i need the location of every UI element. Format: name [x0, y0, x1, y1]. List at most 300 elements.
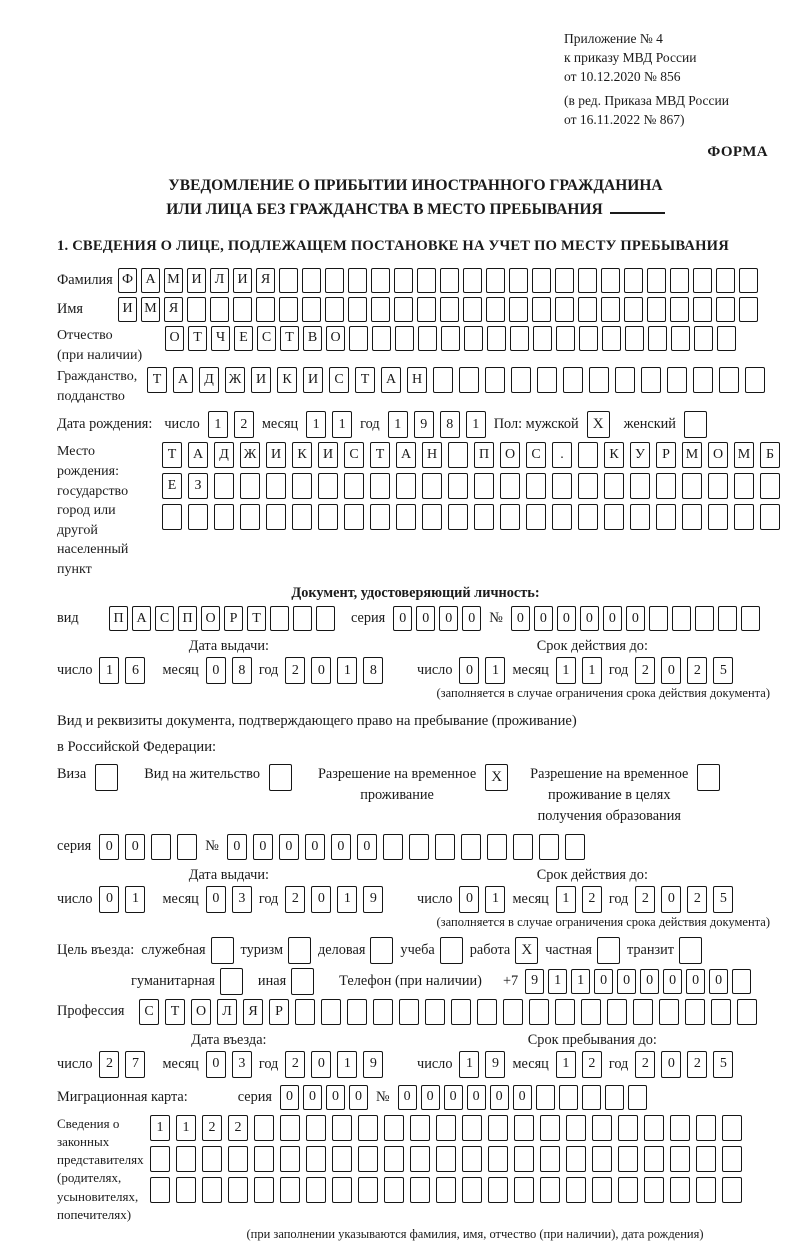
legal-reps-row1-cell[interactable]: 2 — [228, 1115, 248, 1141]
legal-reps-row2-cell[interactable] — [670, 1146, 690, 1172]
legal-reps-row3-cell[interactable] — [228, 1177, 248, 1203]
birth-place-row1-cell[interactable] — [448, 442, 468, 468]
residence-number-cell[interactable]: 0 — [227, 834, 247, 860]
migration-number-cell[interactable]: 0 — [513, 1085, 532, 1110]
phone-cell[interactable]: 0 — [709, 969, 728, 994]
migration-number-cell[interactable]: 0 — [444, 1085, 463, 1110]
visa-checkbox[interactable] — [95, 764, 118, 791]
legal-reps-row1-cell[interactable] — [566, 1115, 586, 1141]
legal-reps-row2-cell[interactable] — [514, 1146, 534, 1172]
stay-year-cell[interactable]: 0 — [661, 1051, 681, 1078]
citizenship-cell[interactable] — [433, 367, 453, 393]
profession-cell[interactable] — [529, 999, 549, 1025]
legal-reps-row3-cell[interactable] — [150, 1177, 170, 1203]
identity-expiry-year-cell[interactable]: 0 — [661, 657, 681, 684]
identity-doc-type-cell[interactable]: Р — [224, 606, 243, 631]
purpose-tourism-checkbox[interactable] — [288, 937, 311, 964]
profession-cell[interactable] — [425, 999, 445, 1025]
legal-reps-row3-cell[interactable] — [514, 1177, 534, 1203]
stay-month-cell[interactable]: 2 — [582, 1051, 602, 1078]
identity-issue-year-cell[interactable]: 0 — [311, 657, 331, 684]
given-name-cell[interactable] — [233, 297, 252, 322]
legal-reps-row3-cell[interactable] — [462, 1177, 482, 1203]
legal-reps-row1-cell[interactable] — [384, 1115, 404, 1141]
residence-number-cell[interactable] — [383, 834, 403, 860]
profession-cell[interactable] — [555, 999, 575, 1025]
surname-cell[interactable] — [302, 268, 321, 293]
given-name-cell[interactable]: М — [141, 297, 160, 322]
residence-issue-year-cell[interactable]: 0 — [311, 886, 331, 913]
profession-cell[interactable] — [477, 999, 497, 1025]
legal-reps-row3-cells[interactable] — [150, 1177, 742, 1203]
patronymic-cell[interactable] — [510, 326, 529, 351]
citizenship-cell[interactable] — [693, 367, 713, 393]
surname-cell[interactable] — [555, 268, 574, 293]
birth-place-row2-cell[interactable] — [526, 473, 546, 499]
birth-place-row2-cell[interactable]: Е — [162, 473, 182, 499]
birth-place-row1-cell[interactable]: И — [266, 442, 286, 468]
given-name-cell[interactable] — [394, 297, 413, 322]
birth-place-row1-cell[interactable]: И — [318, 442, 338, 468]
identity-doc-series-cell[interactable]: 0 — [462, 606, 481, 631]
citizenship-cell[interactable]: А — [381, 367, 401, 393]
stay-day-cell[interactable]: 9 — [485, 1051, 505, 1078]
given-name-cell[interactable] — [279, 297, 298, 322]
surname-cell[interactable]: И — [187, 268, 206, 293]
given-name-cell[interactable] — [578, 297, 597, 322]
surname-cell[interactable] — [532, 268, 551, 293]
birth-place-row3-cell[interactable] — [448, 504, 468, 530]
legal-reps-row2-cell[interactable] — [540, 1146, 560, 1172]
birth-place-row3-cell[interactable] — [422, 504, 442, 530]
citizenship-cell[interactable]: Д — [199, 367, 219, 393]
identity-doc-type-cell[interactable]: П — [109, 606, 128, 631]
legal-reps-row1-cell[interactable] — [670, 1115, 690, 1141]
patronymic-cell[interactable] — [648, 326, 667, 351]
purpose-transit-checkbox-cell[interactable] — [679, 937, 702, 964]
residence-expiry-year-cell[interactable]: 0 — [661, 886, 681, 913]
birth-place-row2-cell[interactable] — [474, 473, 494, 499]
given-name-cell[interactable] — [371, 297, 390, 322]
birth-place-row1-cell[interactable] — [578, 442, 598, 468]
female-checkbox[interactable] — [684, 411, 707, 438]
identity-expiry-year-cell[interactable]: 5 — [713, 657, 733, 684]
birth-place-row1-cell[interactable]: Н — [422, 442, 442, 468]
legal-reps-row3-cell[interactable] — [410, 1177, 430, 1203]
identity-doc-series-cell[interactable]: 0 — [416, 606, 435, 631]
birth-place-row3-cell[interactable] — [578, 504, 598, 530]
surname-cell[interactable]: Л — [210, 268, 229, 293]
surname-cell[interactable] — [578, 268, 597, 293]
patronymic-cell[interactable] — [625, 326, 644, 351]
residence-number-cells[interactable] — [227, 834, 585, 860]
patronymic-cell[interactable] — [556, 326, 575, 351]
surname-cell[interactable] — [371, 268, 390, 293]
given-name-cell[interactable] — [463, 297, 482, 322]
patronymic-cell[interactable] — [717, 326, 736, 351]
surname-cell[interactable]: М — [164, 268, 183, 293]
legal-reps-row1-cell[interactable] — [332, 1115, 352, 1141]
patronymic-cell[interactable] — [579, 326, 598, 351]
birth-place-row3-cell[interactable] — [344, 504, 364, 530]
citizenship-cell[interactable]: Н — [407, 367, 427, 393]
phone-cell[interactable]: 9 — [525, 969, 544, 994]
birth-place-row1-cell[interactable]: А — [396, 442, 416, 468]
identity-issue-month-cell[interactable]: 8 — [232, 657, 252, 684]
residence-number-cell[interactable] — [565, 834, 585, 860]
identity-issue-year-cell[interactable]: 8 — [363, 657, 383, 684]
legal-reps-row2-cell[interactable] — [462, 1146, 482, 1172]
identity-doc-series-cells[interactable] — [393, 606, 481, 631]
birth-place-row1-cell[interactable]: Т — [162, 442, 182, 468]
patronymic-cell[interactable]: С — [257, 326, 276, 351]
phone-cell[interactable]: 1 — [571, 969, 590, 994]
legal-reps-row2-cell[interactable] — [384, 1146, 404, 1172]
legal-reps-row3-cell[interactable] — [618, 1177, 638, 1203]
stay-month-cell[interactable]: 1 — [556, 1051, 576, 1078]
birth-place-row3-cell[interactable] — [734, 504, 754, 530]
migration-series-cell[interactable]: 0 — [280, 1085, 299, 1110]
migration-number-cell[interactable] — [536, 1085, 555, 1110]
identity-issue-month-cells[interactable] — [206, 657, 252, 684]
profession-cell[interactable] — [607, 999, 627, 1025]
migration-number-cell[interactable] — [582, 1085, 601, 1110]
residence-issue-month-cells[interactable] — [206, 886, 252, 913]
birth-place-row3-cell[interactable] — [396, 504, 416, 530]
citizenship-cell[interactable]: С — [329, 367, 349, 393]
birth-day-cell[interactable]: 2 — [234, 411, 254, 438]
birth-place-row2-cell[interactable] — [656, 473, 676, 499]
birth-place-row1-cell[interactable]: Т — [370, 442, 390, 468]
surname-cell[interactable] — [647, 268, 666, 293]
entry-year-cell[interactable]: 0 — [311, 1051, 331, 1078]
surname-cell[interactable] — [463, 268, 482, 293]
citizenship-cell[interactable] — [459, 367, 479, 393]
legal-reps-row1-cell[interactable]: 1 — [176, 1115, 196, 1141]
legal-reps-row3-cell[interactable] — [696, 1177, 716, 1203]
surname-cell[interactable] — [624, 268, 643, 293]
given-name-cells[interactable] — [118, 297, 758, 322]
citizenship-cell[interactable] — [537, 367, 557, 393]
patronymic-cell[interactable]: В — [303, 326, 322, 351]
identity-expiry-month-cell[interactable]: 1 — [582, 657, 602, 684]
stay-year-cell[interactable]: 5 — [713, 1051, 733, 1078]
citizenship-cell[interactable] — [745, 367, 765, 393]
legal-reps-row3-cell[interactable] — [488, 1177, 508, 1203]
legal-reps-row1-cell[interactable] — [306, 1115, 326, 1141]
legal-reps-row1-cell[interactable] — [488, 1115, 508, 1141]
female-checkbox-cell[interactable] — [684, 411, 707, 438]
temp-residence-edu-checkbox[interactable] — [697, 764, 720, 791]
birth-day-cells[interactable] — [208, 411, 254, 438]
birth-place-row1-cell[interactable]: М — [682, 442, 702, 468]
purpose-tourism-checkbox-cell[interactable] — [288, 937, 311, 964]
identity-doc-type-cell[interactable] — [316, 606, 335, 631]
purpose-other-checkbox-cell[interactable] — [291, 968, 314, 995]
legal-reps-row3-cell[interactable] — [644, 1177, 664, 1203]
profession-cells[interactable] — [139, 999, 757, 1025]
identity-doc-type-cell[interactable]: А — [132, 606, 151, 631]
identity-doc-number-cell[interactable]: 0 — [603, 606, 622, 631]
residence-expiry-year-cell[interactable]: 5 — [713, 886, 733, 913]
residence-expiry-year-cell[interactable]: 2 — [687, 886, 707, 913]
surname-cell[interactable]: А — [141, 268, 160, 293]
identity-doc-number-cells[interactable] — [511, 606, 760, 631]
migration-series-cell[interactable]: 0 — [303, 1085, 322, 1110]
purpose-work-checkbox[interactable] — [515, 937, 538, 964]
citizenship-cell[interactable]: К — [277, 367, 297, 393]
residence-issue-year-cell[interactable]: 1 — [337, 886, 357, 913]
patronymic-cell[interactable] — [395, 326, 414, 351]
birth-month-cell[interactable]: 1 — [332, 411, 352, 438]
residence-issue-year-cells[interactable] — [285, 886, 383, 913]
birth-place-row3-cell[interactable] — [214, 504, 234, 530]
migration-number-cell[interactable] — [628, 1085, 647, 1110]
residence-expiry-day-cell[interactable]: 1 — [485, 886, 505, 913]
legal-reps-row1-cell[interactable] — [410, 1115, 430, 1141]
given-name-cell[interactable]: Я — [164, 297, 183, 322]
profession-cell[interactable] — [373, 999, 393, 1025]
given-name-cell[interactable] — [325, 297, 344, 322]
birth-place-row2-cell[interactable] — [240, 473, 260, 499]
legal-reps-row1-cell[interactable]: 2 — [202, 1115, 222, 1141]
patronymic-cell[interactable] — [418, 326, 437, 351]
stay-month-cells[interactable] — [556, 1051, 602, 1078]
given-name-cell[interactable] — [187, 297, 206, 322]
entry-year-cell[interactable]: 1 — [337, 1051, 357, 1078]
given-name-cell[interactable] — [486, 297, 505, 322]
citizenship-cell[interactable]: А — [173, 367, 193, 393]
identity-expiry-year-cells[interactable] — [635, 657, 733, 684]
residence-number-cell[interactable]: 0 — [331, 834, 351, 860]
birth-place-row3-cell[interactable] — [552, 504, 572, 530]
birth-year-cell[interactable]: 1 — [466, 411, 486, 438]
citizenship-cell[interactable]: Т — [147, 367, 167, 393]
purpose-humanitarian-checkbox[interactable] — [220, 968, 243, 995]
identity-doc-number-cell[interactable]: 0 — [511, 606, 530, 631]
entry-month-cells[interactable] — [206, 1051, 252, 1078]
given-name-cell[interactable] — [624, 297, 643, 322]
birth-place-row3-cell[interactable] — [682, 504, 702, 530]
given-name-cell[interactable] — [601, 297, 620, 322]
patronymic-cell[interactable] — [533, 326, 552, 351]
legal-reps-row1-cell[interactable] — [254, 1115, 274, 1141]
profession-cell[interactable] — [633, 999, 653, 1025]
birth-place-row2-cell[interactable]: З — [188, 473, 208, 499]
birth-place-row1-cell[interactable]: О — [500, 442, 520, 468]
residence-number-cell[interactable] — [409, 834, 429, 860]
purpose-official-checkbox-cell[interactable] — [211, 937, 234, 964]
profession-cell[interactable] — [451, 999, 471, 1025]
citizenship-cell[interactable] — [719, 367, 739, 393]
purpose-business-checkbox[interactable] — [370, 937, 393, 964]
legal-reps-row3-cell[interactable] — [254, 1177, 274, 1203]
identity-issue-year-cells[interactable] — [285, 657, 383, 684]
migration-number-cell[interactable] — [605, 1085, 624, 1110]
identity-doc-type-cell[interactable]: С — [155, 606, 174, 631]
patronymic-cell[interactable] — [372, 326, 391, 351]
residence-issue-month-cell[interactable]: 0 — [206, 886, 226, 913]
legal-reps-row3-cell[interactable] — [332, 1177, 352, 1203]
birth-place-row1-cell[interactable]: . — [552, 442, 572, 468]
identity-issue-day-cell[interactable]: 1 — [99, 657, 119, 684]
profession-cell[interactable]: Т — [165, 999, 185, 1025]
legal-reps-row1-cell[interactable] — [722, 1115, 742, 1141]
birth-place-row3-cell[interactable] — [474, 504, 494, 530]
identity-doc-number-cell[interactable] — [695, 606, 714, 631]
birth-place-row2-cell[interactable] — [344, 473, 364, 499]
identity-doc-number-cell[interactable]: 0 — [534, 606, 553, 631]
residence-expiry-year-cell[interactable]: 2 — [635, 886, 655, 913]
patronymic-cell[interactable] — [464, 326, 483, 351]
identity-doc-series-cell[interactable]: 0 — [393, 606, 412, 631]
entry-day-cells[interactable] — [99, 1051, 145, 1078]
entry-month-cell[interactable]: 3 — [232, 1051, 252, 1078]
surname-cell[interactable] — [486, 268, 505, 293]
profession-cell[interactable]: Р — [269, 999, 289, 1025]
residence-issue-day-cell[interactable]: 1 — [125, 886, 145, 913]
given-name-cell[interactable] — [256, 297, 275, 322]
identity-doc-number-cell[interactable]: 0 — [580, 606, 599, 631]
surname-cell[interactable]: Я — [256, 268, 275, 293]
purpose-study-checkbox[interactable] — [440, 937, 463, 964]
legal-reps-row3-cell[interactable] — [670, 1177, 690, 1203]
identity-expiry-day-cell[interactable]: 1 — [485, 657, 505, 684]
birth-place-row3-cell[interactable] — [526, 504, 546, 530]
birth-place-row2-cell[interactable] — [370, 473, 390, 499]
residence-expiry-day-cell[interactable]: 0 — [459, 886, 479, 913]
phone-cell[interactable]: 0 — [640, 969, 659, 994]
residence-permit-checkbox-cell[interactable] — [269, 764, 292, 791]
birth-year-cell[interactable]: 8 — [440, 411, 460, 438]
purpose-official-checkbox[interactable] — [211, 937, 234, 964]
purpose-other-checkbox[interactable] — [291, 968, 314, 995]
migration-number-cells[interactable] — [398, 1085, 647, 1110]
residence-expiry-day-cells[interactable] — [459, 886, 505, 913]
birth-place-row2-cell[interactable] — [630, 473, 650, 499]
patronymic-cell[interactable] — [602, 326, 621, 351]
identity-expiry-day-cell[interactable]: 0 — [459, 657, 479, 684]
birth-place-row1-cell[interactable]: С — [526, 442, 546, 468]
identity-expiry-year-cell[interactable]: 2 — [635, 657, 655, 684]
migration-number-cell[interactable]: 0 — [490, 1085, 509, 1110]
identity-issue-month-cell[interactable]: 0 — [206, 657, 226, 684]
patronymic-cell[interactable] — [441, 326, 460, 351]
given-name-cell[interactable] — [302, 297, 321, 322]
surname-cells[interactable] — [118, 268, 758, 293]
citizenship-cell[interactable]: Ж — [225, 367, 245, 393]
entry-year-cells[interactable] — [285, 1051, 383, 1078]
birth-place-row2-cell[interactable] — [578, 473, 598, 499]
given-name-cell[interactable] — [555, 297, 574, 322]
identity-doc-number-cell[interactable] — [718, 606, 737, 631]
residence-series-cell[interactable] — [177, 834, 197, 860]
residence-number-cell[interactable] — [513, 834, 533, 860]
stay-year-cells[interactable] — [635, 1051, 733, 1078]
identity-expiry-month-cells[interactable] — [556, 657, 602, 684]
identity-doc-number-cell[interactable] — [672, 606, 691, 631]
residence-expiry-year-cells[interactable] — [635, 886, 733, 913]
visa-checkbox-cell[interactable] — [95, 764, 118, 791]
surname-cell[interactable] — [394, 268, 413, 293]
legal-reps-row3-cell[interactable] — [436, 1177, 456, 1203]
purpose-private-checkbox-cell[interactable] — [597, 937, 620, 964]
stay-year-cell[interactable]: 2 — [635, 1051, 655, 1078]
legal-reps-row2-cell[interactable] — [644, 1146, 664, 1172]
birth-place-row1-cell[interactable]: Р — [656, 442, 676, 468]
patronymic-cell[interactable]: Е — [234, 326, 253, 351]
purpose-humanitarian-checkbox-cell[interactable] — [220, 968, 243, 995]
given-name-cell[interactable] — [440, 297, 459, 322]
birth-place-row2-cell[interactable] — [604, 473, 624, 499]
phone-cell[interactable]: 0 — [663, 969, 682, 994]
phone-cell[interactable]: 1 — [548, 969, 567, 994]
entry-day-cell[interactable]: 7 — [125, 1051, 145, 1078]
migration-number-cell[interactable] — [559, 1085, 578, 1110]
birth-place-row3-cell[interactable] — [266, 504, 286, 530]
identity-doc-number-cell[interactable] — [649, 606, 668, 631]
legal-reps-row1-cells[interactable] — [150, 1115, 742, 1141]
legal-reps-row3-cell[interactable] — [358, 1177, 378, 1203]
migration-series-cell[interactable]: 0 — [349, 1085, 368, 1110]
patronymic-cell[interactable] — [487, 326, 506, 351]
legal-reps-row1-cell[interactable] — [592, 1115, 612, 1141]
legal-reps-row1-cell[interactable] — [618, 1115, 638, 1141]
birth-place-row2-cell[interactable] — [422, 473, 442, 499]
identity-expiry-year-cell[interactable]: 2 — [687, 657, 707, 684]
profession-cell[interactable]: О — [191, 999, 211, 1025]
birth-place-row3-cell[interactable] — [292, 504, 312, 530]
birth-place-row3-cell[interactable] — [500, 504, 520, 530]
birth-year-cell[interactable]: 1 — [388, 411, 408, 438]
citizenship-cell[interactable]: И — [303, 367, 323, 393]
birth-place-row3-cell[interactable] — [188, 504, 208, 530]
identity-issue-day-cells[interactable] — [99, 657, 145, 684]
birth-place-row1-cell[interactable]: С — [344, 442, 364, 468]
surname-cell[interactable] — [509, 268, 528, 293]
birth-place-row1-cell[interactable]: К — [604, 442, 624, 468]
birth-place-row3-cell[interactable] — [240, 504, 260, 530]
birth-place-row3-cells[interactable] — [162, 504, 780, 530]
birth-day-cell[interactable]: 1 — [208, 411, 228, 438]
surname-cell[interactable] — [417, 268, 436, 293]
birth-place-row2-cell[interactable] — [734, 473, 754, 499]
legal-reps-row2-cell[interactable] — [254, 1146, 274, 1172]
citizenship-cell[interactable] — [563, 367, 583, 393]
residence-number-cell[interactable]: 0 — [357, 834, 377, 860]
migration-number-cell[interactable]: 0 — [467, 1085, 486, 1110]
identity-doc-type-cells[interactable] — [109, 606, 335, 631]
patronymic-cell[interactable]: О — [326, 326, 345, 351]
migration-number-cell[interactable]: 0 — [398, 1085, 417, 1110]
citizenship-cell[interactable] — [667, 367, 687, 393]
migration-series-cells[interactable] — [280, 1085, 368, 1110]
legal-reps-row2-cell[interactable] — [176, 1146, 196, 1172]
migration-number-cell[interactable]: 0 — [421, 1085, 440, 1110]
entry-year-cell[interactable]: 2 — [285, 1051, 305, 1078]
birth-place-row1-cell[interactable]: М — [734, 442, 754, 468]
legal-reps-row1-cell[interactable] — [514, 1115, 534, 1141]
legal-reps-row1-cell[interactable] — [358, 1115, 378, 1141]
legal-reps-row2-cell[interactable] — [592, 1146, 612, 1172]
birth-place-row3-cell[interactable] — [656, 504, 676, 530]
residence-number-cell[interactable]: 0 — [305, 834, 325, 860]
legal-reps-row2-cell[interactable] — [202, 1146, 222, 1172]
birth-place-row2-cell[interactable] — [708, 473, 728, 499]
profession-cell[interactable] — [295, 999, 315, 1025]
residence-expiry-month-cell[interactable]: 2 — [582, 886, 602, 913]
legal-reps-row1-cell[interactable] — [462, 1115, 482, 1141]
